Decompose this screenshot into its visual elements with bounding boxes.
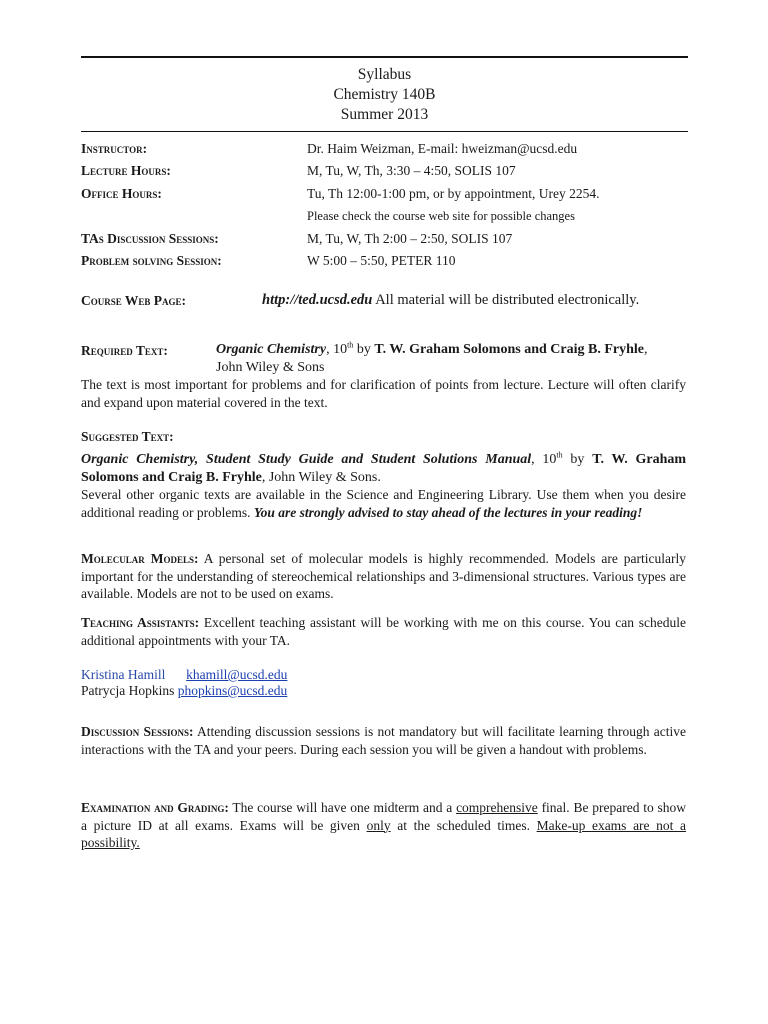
title-term: Summer 2013 bbox=[340, 106, 429, 123]
header-rule bbox=[81, 131, 688, 132]
instructor-value: Dr. Haim Weizman, E-mail: hweizman@ucsd.edu bbox=[307, 141, 578, 156]
tas-sessions-label: TAs Discussion Sessions: bbox=[81, 231, 219, 246]
suggested-citation: Organic Chemistry, Student Study Guide and Student Solutions Manual, 10th by T. W. Graham Solomons and Craig B. Fryhle, John Wiley & Sons. bbox=[81, 450, 687, 485]
suggested-edition: 10 bbox=[542, 452, 557, 467]
required-authors: T. W. Graham Solomons and Craig B. Fryhle bbox=[374, 342, 644, 357]
required-edition: 10 bbox=[333, 342, 348, 357]
webpage-desc: All material will be distributed electronically. bbox=[375, 292, 640, 308]
exam-text-2: final. Be prepared to show a picture ID at all exams. Exams will be given bbox=[81, 800, 686, 833]
required-by: by bbox=[356, 342, 371, 357]
models-section bbox=[81, 550, 686, 603]
problem-session-label: Problem solving Session: bbox=[81, 253, 222, 268]
office-label: Office Hours: bbox=[81, 186, 162, 201]
required-citation: Organic Chemistry, 10th by T. W. Graham Solomons and Craig B. Fryhle, John Wiley & Sons bbox=[216, 340, 648, 375]
suggested-label: Suggested Text: bbox=[81, 429, 174, 444]
office-value: Tu, Th 12:00-1:00 pm, or by appointment, Urey 2254. bbox=[307, 186, 600, 201]
ta-email-link[interactable]: phopkins@ucsd.edu bbox=[177, 683, 288, 698]
models-label: Molecular Models: bbox=[81, 551, 199, 566]
webpage-label: Course Web Page: bbox=[81, 293, 187, 308]
tas-text: Excellent teaching assistant will be working with me on this course. You can schedule additional appointments with your TA. bbox=[81, 615, 687, 648]
discussion-label: Discussion Sessions: bbox=[81, 724, 194, 739]
required-para: The text is most important for problems and for clarification of points from lecture. Lecture will often clarify and expand upon material covered in the text. bbox=[81, 377, 686, 410]
suggested-para bbox=[81, 486, 686, 521]
exam-label: Examination and Grading: bbox=[81, 800, 229, 815]
lecture-label: Lecture Hours: bbox=[81, 163, 171, 178]
suggested-edition-sup: th bbox=[556, 450, 563, 460]
suggested-heading bbox=[81, 428, 686, 446]
ta-contact-2 bbox=[81, 682, 287, 700]
suggested-emphasis: You are strongly advised to stay ahead of the lectures in your reading! bbox=[253, 504, 643, 520]
tas-section bbox=[81, 614, 686, 649]
required-publisher: John Wiley & Sons bbox=[216, 359, 325, 375]
suggested-book: Organic Chemistry, Student Study Guide and Student Solutions Manual bbox=[81, 452, 532, 467]
tas-sessions-value: M, Tu, W, Th 2:00 – 2:50, SOLIS 107 bbox=[307, 231, 513, 246]
problem-session-value: W 5:00 – 5:50, PETER 110 bbox=[307, 253, 456, 268]
required-edition-sup: th bbox=[347, 340, 354, 350]
models-text: A personal set of molecular models is highly recommended. Models are particularly important for the understanding of stereochemical relationships and 3-dimensional structures. Various types are available. Models are not to be used on exams. bbox=[81, 551, 687, 601]
suggested-publisher: John Wiley & Sons. bbox=[268, 469, 381, 485]
tas-label: Teaching Assistants: bbox=[81, 615, 200, 630]
ta-name: Kristina Hamill bbox=[81, 667, 166, 682]
title-syllabus: Syllabus bbox=[357, 66, 412, 83]
exam-text-1: The course will have one midterm and a bbox=[232, 800, 453, 815]
webpage-text bbox=[262, 291, 687, 309]
lecture-value: M, Tu, W, Th, 3:30 – 4:50, SOLIS 107 bbox=[307, 163, 516, 178]
suggested-para-text: Several other organic texts are available in the Science and Engineering Library. Use them when you desire additional reading or problems. bbox=[81, 487, 686, 520]
top-rule bbox=[81, 56, 688, 58]
exam-section bbox=[81, 799, 686, 852]
exam-text-3: at the scheduled times. bbox=[397, 817, 530, 833]
office-note: Please check the course web site for possible changes bbox=[307, 209, 575, 223]
title-course: Chemistry 140B bbox=[333, 86, 436, 103]
exam-underline-comprehensive: comprehensive bbox=[456, 800, 538, 815]
required-label: Required Text: bbox=[81, 343, 168, 358]
discussion-text: Attending discussion sessions is not mandatory but will facilitate learning through active interactions with the TA and your peers. During each session you will be given a handout with problems. bbox=[81, 724, 686, 757]
exam-underline-makeup: Make-up exams are not a possibility. bbox=[81, 817, 687, 850]
webpage-url[interactable]: http://ted.ucsd.edu bbox=[262, 292, 373, 308]
ta-email-link[interactable]: khamill@ucsd.edu bbox=[186, 667, 288, 682]
required-book: Organic Chemistry bbox=[216, 342, 327, 357]
ta-name: Patrycja Hopkins bbox=[81, 683, 175, 698]
syllabus-page bbox=[81, 0, 688, 1024]
discussion-section bbox=[81, 723, 686, 758]
instructor-label: Instructor: bbox=[81, 141, 148, 156]
suggested-by: by bbox=[570, 452, 585, 467]
suggested-authors: T. W. Graham Solomons and Craig B. Fryhle bbox=[81, 452, 687, 485]
exam-underline-only: only bbox=[366, 817, 391, 833]
